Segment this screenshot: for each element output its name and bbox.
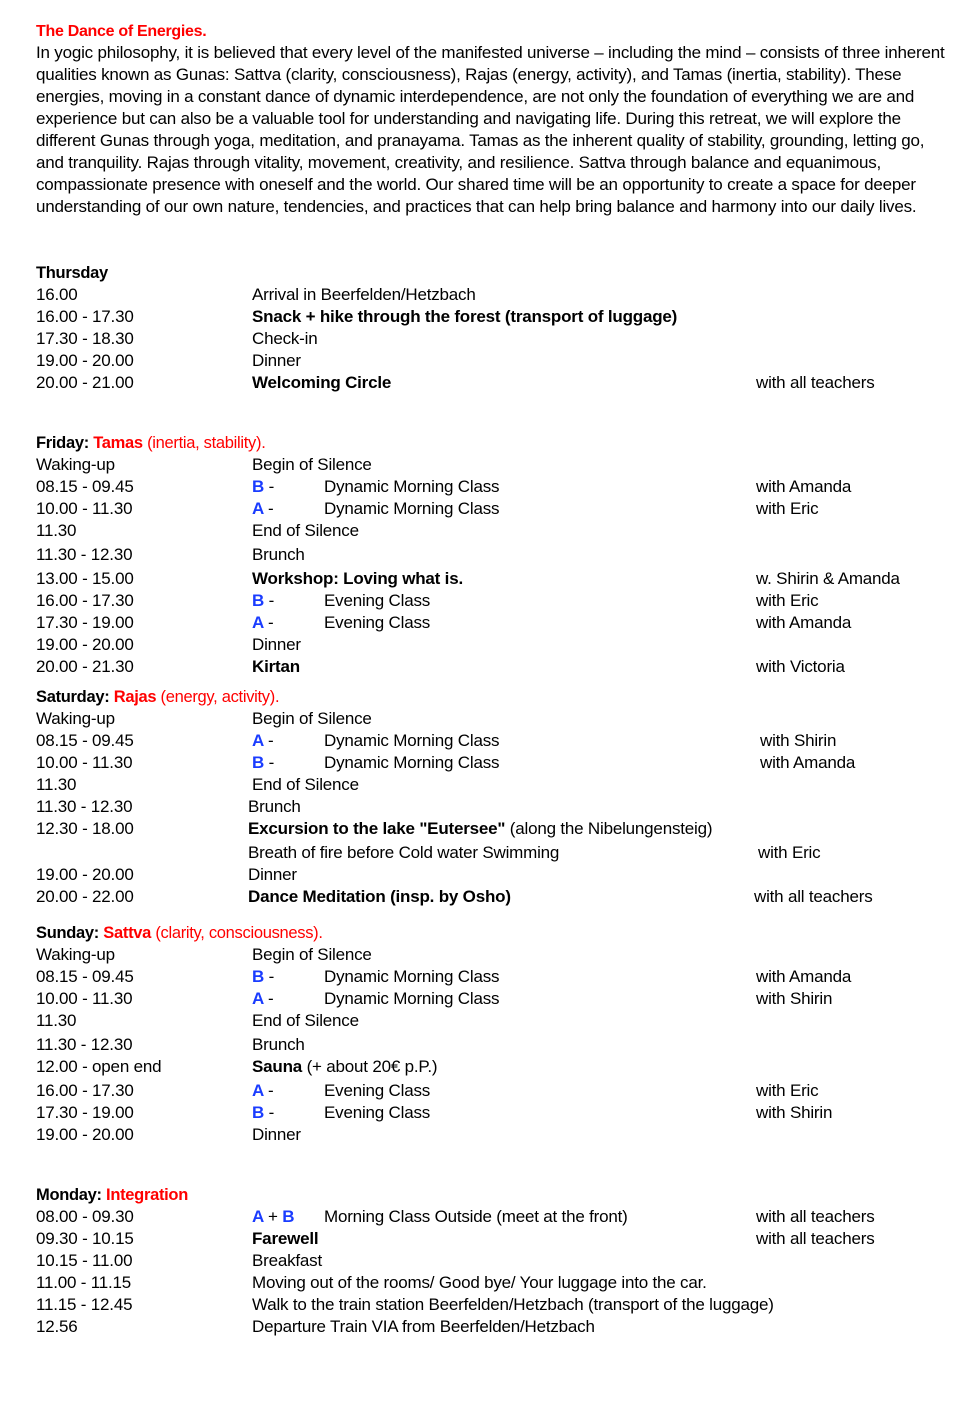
schedule-row: [36, 1294, 946, 1316]
time-slot: 19.00 - 20.00: [36, 1125, 134, 1144]
day-name: Thursday: [36, 264, 108, 282]
schedule-row: [36, 886, 946, 908]
activity: Moving out of the rooms/ Good bye/ Your luggage into the car.: [252, 1273, 707, 1292]
group-letter: B: [252, 1103, 265, 1122]
schedule-row: [36, 1316, 946, 1338]
time-slot: 08.15 - 09.45: [36, 477, 134, 496]
activity: Check-in: [252, 329, 318, 348]
activity: Dynamic Morning Class: [324, 731, 500, 750]
schedule-row: [36, 966, 946, 988]
group-plus: +: [267, 1207, 278, 1226]
schedule-row: [36, 818, 946, 840]
activity: Dynamic Morning Class: [324, 477, 500, 496]
teacher: with Amanda: [756, 613, 852, 632]
teacher: with Shirin: [756, 989, 833, 1008]
schedule-row: [36, 372, 946, 394]
time-slot: 11.30 - 12.30: [36, 545, 133, 564]
time-slot: Waking-up: [36, 945, 115, 964]
time-slot: 19.00 - 20.00: [36, 635, 134, 654]
time-slot: 17.30 - 19.00: [36, 1103, 134, 1122]
activity: Dinner: [252, 351, 301, 370]
activity-note: (+ about 20€ p.P.): [306, 1057, 438, 1076]
schedule-row: [36, 1080, 946, 1102]
guna-description: (clarity, consciousness).: [155, 924, 323, 942]
day-name: Sunday:: [36, 924, 99, 942]
teacher: with Amanda: [760, 753, 856, 772]
teacher: with Shirin: [760, 731, 837, 750]
group-letter: B: [282, 1207, 295, 1226]
time-slot: 11.30: [36, 521, 77, 540]
document-title: The Dance of Energies.: [36, 23, 207, 40]
day-heading-friday: [36, 432, 946, 454]
group-dash: -: [268, 967, 275, 986]
day-heading-monday: [36, 1184, 946, 1206]
schedule-row: [36, 708, 946, 730]
guna-name: Rajas: [113, 688, 157, 706]
group-letter: A: [252, 989, 264, 1008]
schedule-row: [36, 454, 946, 476]
time-slot: 20.00 - 21.00: [36, 373, 134, 392]
time-slot: 19.00 - 20.00: [36, 865, 134, 884]
day-name: Friday:: [36, 434, 89, 452]
group-label: [252, 966, 274, 988]
activity: Dynamic Morning Class: [324, 989, 500, 1008]
activity: Kirtan: [252, 657, 300, 676]
time-slot: 17.30 - 18.30: [36, 329, 134, 348]
time-slot: 10.00 - 11.30: [36, 989, 133, 1008]
schedule-row: [36, 306, 946, 328]
schedule-row: [36, 328, 946, 350]
schedule-row: [36, 1102, 946, 1124]
activity: Dynamic Morning Class: [324, 753, 500, 772]
schedule-row: [36, 498, 946, 520]
schedule-row: [36, 944, 946, 966]
schedule-row: [36, 476, 946, 498]
activity: Begin of Silence: [252, 709, 372, 728]
activity: Dinner: [248, 865, 297, 884]
time-slot: 13.00 - 15.00: [36, 569, 134, 588]
time-slot: 08.15 - 09.45: [36, 731, 134, 750]
group-dash: -: [267, 613, 274, 632]
activity: Evening Class: [324, 591, 431, 610]
group-dash: -: [268, 591, 275, 610]
teacher: with Eric: [756, 499, 819, 518]
activity: Dinner: [252, 635, 301, 654]
activity-group: [252, 1056, 437, 1078]
teacher: with Eric: [758, 843, 821, 862]
schedule-row: [36, 656, 946, 678]
time-slot: 11.15 - 12.45: [36, 1295, 133, 1314]
schedule-row: [36, 842, 946, 864]
activity: Morning Class Outside (meet at the front): [324, 1207, 628, 1226]
time-slot: 11.30 - 12.30: [36, 797, 133, 816]
teacher: with all teachers: [754, 887, 873, 906]
teacher: with Shirin: [756, 1103, 833, 1122]
group-letter: A: [252, 731, 264, 750]
activity: End of Silence: [252, 521, 359, 540]
time-slot: 16.00 - 17.30: [36, 307, 134, 326]
activity: Sauna: [252, 1057, 303, 1076]
group-dash: -: [267, 499, 274, 518]
time-slot: 10.15 - 11.00: [36, 1251, 133, 1270]
time-slot: 11.30 - 12.30: [36, 1035, 133, 1054]
schedule-row: [36, 350, 946, 372]
activity: Evening Class: [324, 1103, 431, 1122]
schedule-row: [36, 864, 946, 886]
time-slot: 10.00 - 11.30: [36, 499, 133, 518]
schedule-row: [36, 1056, 946, 1078]
activity: End of Silence: [252, 775, 359, 794]
group-letter: A: [252, 613, 264, 632]
activity: Brunch: [252, 1035, 305, 1054]
time-slot: 20.00 - 22.00: [36, 887, 134, 906]
guna-description: (inertia, stability).: [147, 434, 266, 452]
activity: Snack + hike through the forest (transport of luggage): [252, 307, 678, 326]
group-dash: -: [267, 989, 274, 1008]
activity: Dance Meditation (insp. by Osho): [248, 887, 511, 906]
schedule-row: [36, 284, 946, 306]
time-slot: 19.00 - 20.00: [36, 351, 134, 370]
schedule-row: [36, 1010, 946, 1032]
schedule-row: [36, 730, 946, 752]
group-dash: -: [268, 1103, 275, 1122]
group-dash: -: [268, 477, 275, 496]
time-slot: 10.00 - 11.30: [36, 753, 133, 772]
day-name: Saturday:: [36, 688, 110, 706]
schedule-row: [36, 1272, 946, 1294]
time-slot: 12.00 - open end: [36, 1057, 162, 1076]
schedule-row: [36, 634, 946, 656]
activity: Dinner: [252, 1125, 301, 1144]
schedule-row: [36, 520, 946, 542]
teacher: with Amanda: [756, 967, 852, 986]
schedule-row: [36, 1228, 946, 1250]
schedule-row: [36, 1206, 946, 1228]
group-dash: -: [267, 731, 274, 750]
activity: Dynamic Morning Class: [324, 499, 500, 518]
group-label: [252, 1102, 274, 1124]
guna-name: Sattva: [103, 924, 152, 942]
group-letter: A: [252, 1081, 264, 1100]
time-slot: 17.30 - 19.00: [36, 613, 134, 632]
group-letter: B: [252, 477, 265, 496]
intro-paragraph: In yogic philosophy, it is believed that every level of the manifested universe – including the mind – consists of three inherent qualities known as Gunas: Sattva (clarity, consciousness), Rajas (energy, activity), and Tamas (inertia, stability). These energies, moving in a constant dance of dynamic interdependence, are not only the foundation of everything we are and experience but can also be a valuable tool for understanding and navigating life. During this retreat, we will explore the different Gunas through yoga, meditation, and pranayama. Tamas as the inherent quality of stability, grounding, letting go, and tranquility. Rajas through vitality, movement, creativity, and resilience. Sattva through balance and equanimous, compassionate presence with oneself and the world. Our shared time will be an opportunity to create a space for deeper understanding of our own nature, tendencies, and practices that can help bring balance and harmony into our daily lives.: [36, 43, 945, 216]
teacher: with Amanda: [756, 477, 852, 496]
guna-description: (energy, activity).: [160, 688, 280, 706]
teacher: with all teachers: [756, 1229, 875, 1248]
schedule-row: [36, 544, 946, 566]
day-heading-sunday: [36, 922, 946, 944]
group-label: [252, 1080, 273, 1102]
group-label: [252, 498, 273, 520]
teacher: with all teachers: [756, 373, 875, 392]
guna-name: Integration: [106, 1186, 188, 1204]
activity: Farewell: [252, 1229, 319, 1248]
activity: Welcoming Circle: [252, 373, 392, 392]
time-slot: 11.30: [36, 1011, 77, 1030]
time-slot: 12.56: [36, 1317, 78, 1336]
group-letter: B: [252, 967, 265, 986]
guna-name: Tamas: [93, 434, 143, 452]
activity: Breakfast: [252, 1251, 323, 1270]
activity: Evening Class: [324, 1081, 431, 1100]
activity: Workshop: Loving what is.: [252, 569, 463, 588]
group-dash: -: [267, 1081, 274, 1100]
activity: Arrival in Beerfelden/Hetzbach: [252, 285, 476, 304]
activity: Departure Train VIA from Beerfelden/Hetzbach: [252, 1317, 595, 1336]
group-label: [252, 590, 274, 612]
day-name: Monday:: [36, 1186, 102, 1204]
schedule-row: [36, 590, 946, 612]
activity: Walk to the train station Beerfelden/Hetzbach (transport of the luggage): [252, 1295, 774, 1314]
day-heading-thursday: [36, 262, 946, 284]
activity: Begin of Silence: [252, 455, 372, 474]
time-slot: 16.00 - 17.30: [36, 1081, 134, 1100]
schedule-row: [36, 568, 946, 590]
schedule-row: [36, 1250, 946, 1272]
time-slot: Waking-up: [36, 455, 115, 474]
activity: Brunch: [248, 797, 301, 816]
schedule-row: [36, 752, 946, 774]
time-slot: 08.15 - 09.45: [36, 967, 134, 986]
schedule-row: [36, 612, 946, 634]
time-slot: 11.30: [36, 775, 77, 794]
schedule-row: [36, 796, 946, 818]
group-label: [252, 612, 273, 634]
time-slot: 16.00 - 17.30: [36, 591, 134, 610]
time-slot: 12.30 - 18.00: [36, 819, 134, 838]
time-slot: 09.30 - 10.15: [36, 1229, 134, 1248]
group-letter: A: [252, 499, 264, 518]
schedule-row: [36, 1034, 946, 1056]
group-letter: A: [252, 1207, 264, 1226]
teacher: with Victoria: [756, 657, 845, 676]
group-label: [252, 1206, 294, 1228]
activity-note: (along the Nibelungensteig): [509, 819, 713, 838]
schedule-row: [36, 1124, 946, 1146]
schedule-row: [36, 774, 946, 796]
teacher: with all teachers: [756, 1207, 875, 1226]
time-slot: 16.00: [36, 285, 78, 304]
day-heading-saturday: [36, 686, 946, 708]
group-letter: B: [252, 591, 265, 610]
group-dash: -: [268, 753, 275, 772]
group-label: [252, 730, 273, 752]
teacher: with Eric: [756, 1081, 819, 1100]
activity: Breath of fire before Cold water Swimming: [248, 843, 560, 862]
group-label: [252, 476, 274, 498]
activity: Brunch: [252, 545, 305, 564]
activity-group: [248, 818, 712, 840]
time-slot: 11.00 - 11.15: [36, 1273, 132, 1292]
group-letter: B: [252, 753, 265, 772]
activity: Begin of Silence: [252, 945, 372, 964]
schedule-row: [36, 988, 946, 1010]
activity: Dynamic Morning Class: [324, 967, 500, 986]
time-slot: 08.00 - 09.30: [36, 1207, 134, 1226]
teacher: w. Shirin & Amanda: [756, 569, 900, 588]
time-slot: Waking-up: [36, 709, 115, 728]
activity: End of Silence: [252, 1011, 359, 1030]
retreat-schedule-document: [36, 22, 946, 1338]
activity: Evening Class: [324, 613, 431, 632]
activity: Excursion to the lake "Eutersee": [248, 819, 506, 838]
group-label: [252, 752, 274, 774]
group-label: [252, 988, 273, 1010]
teacher: with Eric: [756, 591, 819, 610]
time-slot: 20.00 - 21.30: [36, 657, 134, 676]
